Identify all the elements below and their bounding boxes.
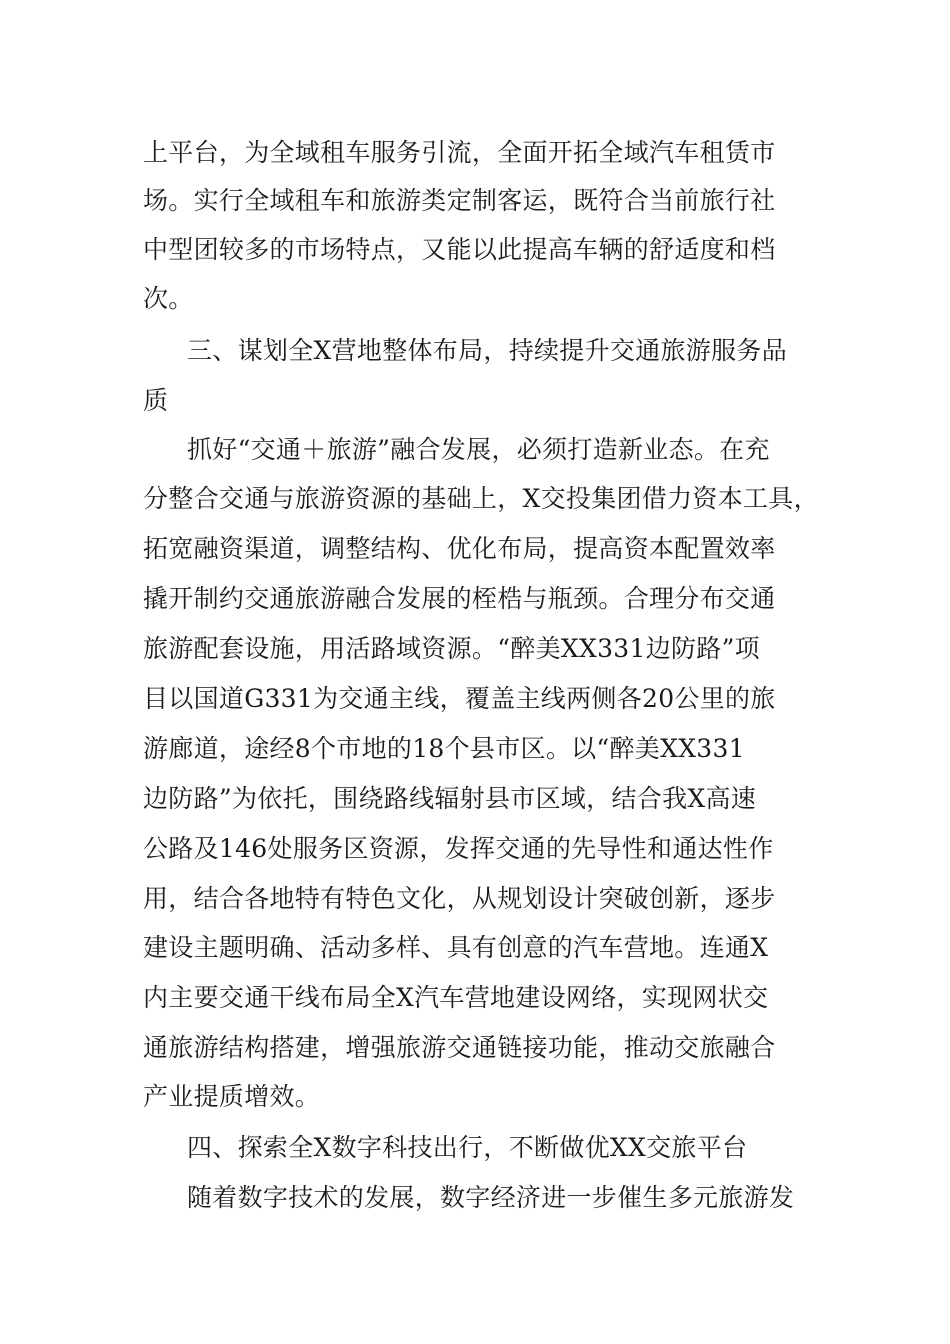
text-line: 通旅游结构搭建，增强旅游交通链接功能，推动交旅融合 (143, 1033, 776, 1062)
text-line: 拓宽融资渠道，调整结构、优化布局，提高资本配置效率 (143, 534, 776, 563)
text-line: 分整合交通与旅游资源的基础上，X交投集团借力资本工具， (143, 484, 819, 513)
paragraph-start: 抓好“交通＋旅游”融合发展，必须打造新业态。在充 (187, 435, 770, 464)
text-line: 撬开制约交通旅游融合发展的桎梏与瓶颈。合理分布交通 (143, 584, 776, 613)
text-line: 目以国道G331为交通主线，覆盖主线两侧各20公里的旅 (143, 684, 776, 713)
text-line: 场。实行全域租车和旅游类定制客运，既符合当前旅行社 (143, 186, 776, 215)
text-line: 次。 (143, 284, 194, 313)
section-heading-3: 三、谋划全X营地整体布局，持续提升交通旅游服务品 (187, 336, 787, 365)
text-line: 产业提质增效。 (143, 1082, 321, 1111)
text-line: 用，结合各地特有特色文化，从规划设计突破创新，逐步 (143, 884, 776, 913)
paragraph-start: 随着数字技术的发展，数字经济进一步催生多元旅游发 (187, 1183, 795, 1212)
text-line: 内主要交通干线布局全X汽车营地建设网络，实现网状交 (143, 983, 769, 1012)
text-line: 边防路”为依托，围绕路线辐射县市区域，结合我X高速 (143, 784, 757, 813)
text-line: 公路及146处服务区资源，发挥交通的先导性和通达性作 (143, 834, 774, 863)
section-heading-4: 四、探索全X数字科技出行，不断做优XX交旅平台 (187, 1133, 748, 1162)
text-line: 游廊道，途经8个市地的18个县市区。以“醉美XX331 (143, 734, 745, 763)
text-line: 中型团较多的市场特点，又能以此提高车辆的舒适度和档 (143, 235, 776, 264)
text-line: 建设主题明确、活动多样、具有创意的汽车营地。连通X (143, 933, 769, 962)
text-line: 上平台，为全域租车服务引流，全面开拓全域汽车租赁市 (143, 138, 776, 167)
section-heading-3-cont: 质 (143, 386, 169, 415)
text-line: 旅游配套设施，用活路域资源。“醉美XX331边防路”项 (143, 634, 760, 663)
